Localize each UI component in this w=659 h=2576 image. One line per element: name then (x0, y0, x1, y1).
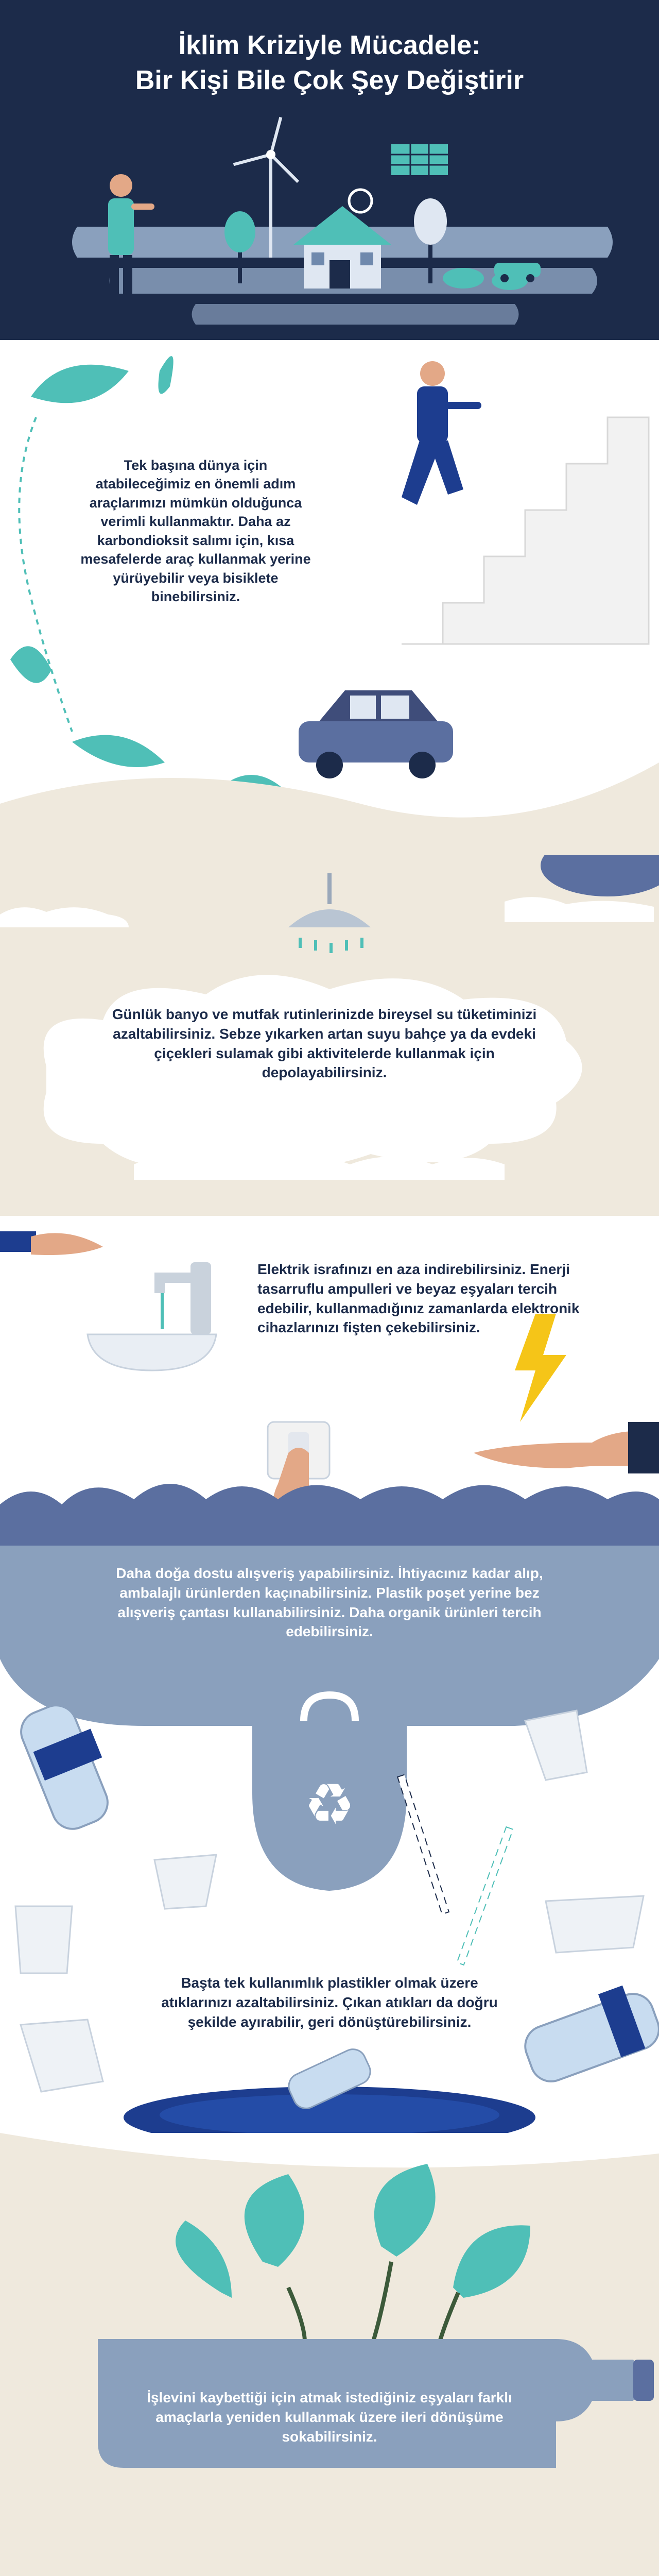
header-banner (0, 0, 659, 340)
section-water (0, 855, 659, 1216)
shopping-text: Daha doğa dostu alışveriş yapabilirsiniz. İhtiyacınız kadar alıp, ambalajlı ürünlerden kaçınabilirsiniz. Plastik poşet yerine bez alışveriş çantası kullanabilirsiniz. Daha organik ürünleri tercih edebilirsiniz. (116, 1565, 543, 1640)
upcycle-illustration (0, 2133, 659, 2576)
page-title (0, 28, 659, 98)
plastics-text: Başta tek kullanımlık plastikler olmak üzere atıklarınızı azaltabilirsiniz. Çıkan atıkları da doğru şekilde ayırabilir, geri dönüştürebilirsiniz. (161, 1975, 498, 2030)
water-text: Günlük banyo ve mutfak rutinlerinizde bireysel su tüketiminizi azaltabilirsiniz. Sebze yıkarken artan suyu bahçe ya da evdeki çiçekleri sulamak gibi aktivitelerde kullanmak için depolayabilirsiniz. (112, 1006, 537, 1081)
title-line-2: Bir Kişi Bile Çok Şey Değiştirir (135, 65, 524, 95)
section-transport (0, 340, 659, 855)
section-electricity (0, 1216, 659, 1546)
section-shopping (0, 1546, 659, 2133)
section-upcycle (0, 2133, 659, 2576)
recycle-icon: ♻ (304, 1771, 355, 1837)
title-line-1: İklim Kriziyle Mücadele: (178, 30, 481, 60)
electricity-text: Elektrik israfınızı en aza indirebilirsiniz. Enerji tasarruflu ampulleri ve beyaz eşyaları tercih edebilir, kullanmadığınız zamanlarda elektronik cihazlarınızı fişten çekebilirsiniz. (257, 1261, 580, 1336)
transport-text: Tek başına dünya için atabileceğimiz en önemli adım araçlarımızı mümkün olduğunca verimli kullanmaktır. Daha az karbondioksit salımı için, kısa mesafelerde araç kullanmak yerine yürüyebilir veya bisiklete binebilirsiniz. (80, 457, 311, 605)
upcycle-text: İşlevini kaybettiği için atmak istediğiniz eşyaları farklı amaçlarla yeniden kullanmak üzere ileri dönüşüme sokabilirsiniz. (147, 2389, 512, 2445)
